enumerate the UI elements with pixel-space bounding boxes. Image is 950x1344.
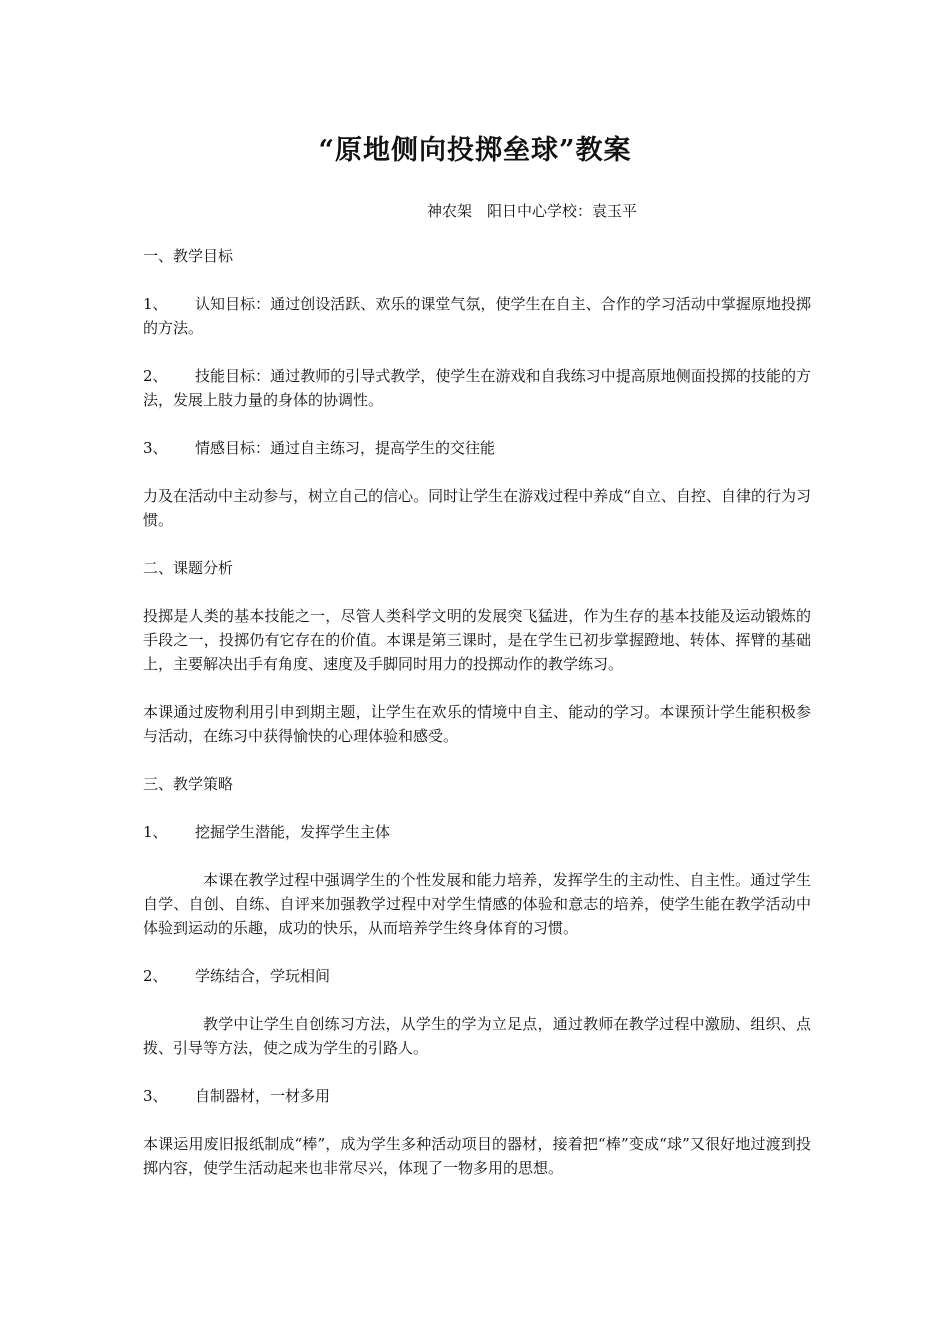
analysis-paragraph-1: 投掷是人类的基本技能之一，尽管人类科学文明的发展突飞猛进，作为生存的基本技能及运动锻炼的手段之一，投掷仍有它存在的价值。本课是第三课时，是在学生已初步掌握蹬地、转体、挥臂的基础上，主要解决出手有角度、速度及手脚同时用力的投掷动作的教学练习。 <box>143 607 811 673</box>
list-number: 3、 <box>143 1087 168 1105</box>
list-number: 3、 <box>143 439 168 457</box>
objective-text: 情感目标：通过自主练习，提高学生的交往能 <box>195 439 496 457</box>
section-heading-strategy: 三、教学策略 <box>143 775 234 793</box>
strategy-item-2 <box>143 964 811 988</box>
analysis-paragraph-2: 本课通过废物利用引申到期主题，让学生在欢乐的情境中自主、能动的学习。本课预计学生能积极参与活动，在练习中获得愉快的心理体验和感受。 <box>143 703 811 745</box>
strategy-paragraph-1: 本课在教学过程中强调学生的个性发展和能力培养，发挥学生的主动性、自主性。通过学生自学、自创、自练、自评来加强教学过程中对学生情感的体验和意志的培养，使学生能在教学活动中体验到运动的乐趣，成功的快乐，从而培养学生终身体育的习惯。 <box>143 871 811 937</box>
objective-item-1 <box>143 292 811 340</box>
section-heading-analysis: 二、课题分析 <box>143 559 234 577</box>
strategy-heading: 挖掘学生潜能，发挥学生主体 <box>195 823 391 841</box>
document-title: “原地侧向投掷垒球”教案 <box>318 135 632 166</box>
objective-text: 认知目标：通过创设活跃、欢乐的课堂气氛，使学生在自主、合作的学习活动中掌握原地投掷的方法。 <box>143 295 811 337</box>
objective-item-3 <box>143 436 811 460</box>
section-heading-objectives: 一、教学目标 <box>143 247 234 265</box>
objective-item-3-continued: 力及在活动中主动参与，树立自己的信心。同时让学生在游戏过程中养成“自立、自控、自律的行为习惯。 <box>143 487 811 529</box>
strategy-paragraph-2: 教学中让学生自创练习方法，从学生的学为立足点，通过教师在教学过程中激励、组织、点拨、引导等方法，使之成为学生的引路人。 <box>143 1015 811 1057</box>
strategy-heading: 自制器材，一材多用 <box>195 1087 331 1105</box>
list-number: 1、 <box>143 823 168 841</box>
document-author: 神农架 阳日中心学校：袁玉平 <box>427 202 638 220</box>
list-number: 1、 <box>143 295 168 313</box>
list-number: 2、 <box>143 367 168 385</box>
strategy-heading: 学练结合，学玩相间 <box>195 967 331 985</box>
strategy-paragraph-3: 本课运用废旧报纸制成“棒”，成为学生多种活动项目的器材，接着把“棒”变成“球”又很好地过渡到投掷内容，使学生活动起来也非常尽兴，体现了一物多用的思想。 <box>143 1135 811 1177</box>
objective-item-2 <box>143 364 811 412</box>
objective-text: 技能目标：通过教师的引导式教学，使学生在游戏和自我练习中提高原地侧面投掷的技能的方法，发展上肢力量的身体的协调性。 <box>143 367 811 409</box>
strategy-item-3 <box>143 1084 811 1108</box>
list-number: 2、 <box>143 967 168 985</box>
strategy-item-1 <box>143 820 811 844</box>
